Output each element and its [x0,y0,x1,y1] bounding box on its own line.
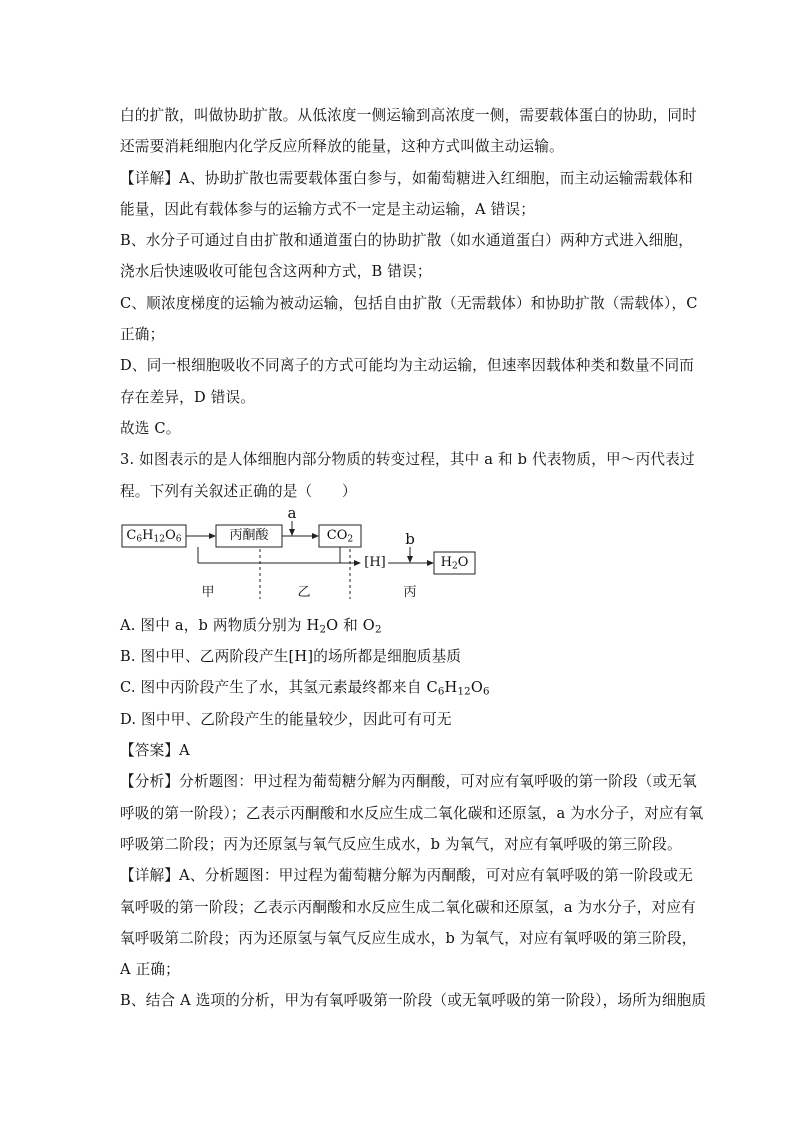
h2o-label: $H_2O$ [440,554,469,572]
stage-label-jia: 甲 [201,584,215,600]
text-line: 【详解】A、协助扩散也需要载体蛋白参与，如葡萄糖进入红细胞，而主动运输需载体和 [120,169,693,187]
text-line: 氧呼吸第二阶段；丙为还原氢与氧气反应生成水，b 为氧气，对应有氧呼吸的第三阶段， [120,929,697,947]
option-c: C. 图中丙阶段产生了水，其氢元素最终都来自 $C_6H_{12}O_6$ [120,679,490,698]
text-line: B、水分子可通过自由扩散和通道蛋白的协助扩散（如水通道蛋白）两种方式进入细胞， [120,232,694,250]
label-b: b [405,529,415,548]
text-line: 故选 C。 [120,419,181,437]
h-label: [H] [364,554,386,570]
text-line: 正确； [120,326,165,344]
text-line: C、顺浓度梯度的运输为被动运输，包括自由扩散（无需载体）和协助扩散（需载体），C [120,294,698,312]
option-d: D. 图中甲、乙阶段产生的能量较少，因此可有可无 [120,710,452,728]
text-line: 白的扩散，叫做协助扩散。从低浓度一侧运输到高浓度一侧，需要载体蛋白的协助，同时 [120,107,697,124]
text-column [120,100,707,1017]
text-line: 存在差异，D 错误。 [120,388,256,406]
text-line: 呼吸的第一阶段）；乙表示丙酮酸和水反应生成二氧化碳和还原氢，a 为水分子，对应有氧 [120,804,704,822]
stage-label-yi: 乙 [297,584,311,600]
text-line: 还需要消耗细胞内化学反应所释放的能量，这种方式叫做主动运输。 [120,138,564,156]
text-line: D、同一根细胞吸收不同离子的方式可能均为主动运输，但速率因载体种类和数量不同而 [120,357,695,375]
option-b: B. 图中甲、乙两阶段产生[H]的场所都是细胞质基质 [120,648,462,666]
question-stem-line: 程。下列有关叙述正确的是（ ） [120,482,357,500]
stage-label-bing: 丙 [403,584,417,600]
text-line: A 正确； [120,961,180,979]
pyruvate-label: 丙酮酸 [229,527,269,543]
option-a: A. 图中 a，b 两物质分别为 $H_2O$ 和 $O_2$ [120,616,382,636]
text-line: 氧呼吸的第一阶段；乙表示丙酮酸和水反应生成二氧化碳和还原氢，a 为水分子，对应有 [120,898,696,916]
text-line: B、结合 A 选项的分析，甲为有氧呼吸第一阶段（或无氧呼吸的第一阶段），场所为细胞质 [120,992,707,1010]
answer-line: 【答案】A [120,742,190,760]
text-line: 呼吸第二阶段；丙为还原氢与氧气反应生成水，b 为氧气，对应有氧呼吸的第三阶段。 [120,835,682,853]
co2-label: $CO_2$ [326,527,354,545]
label-a: a [287,503,297,522]
text-line: 能量，因此有载体参与的运输方式不一定是主动运输，A 错误； [120,200,536,218]
text-line: 【分析】分析题图：甲过程为葡萄糖分解为丙酮酸，可对应有氧呼吸的第一阶段（或无氧 [120,773,697,791]
text-line: 【详解】A、分析题图：甲过程为葡萄糖分解为丙酮酸，可对应有氧呼吸的第一阶段或无 [120,867,693,885]
question-stem-line: 3. 如图表示的是人体细胞内部分物质的转变过程，其中 a 和 b 代表物质，甲～丙代表过 [120,451,695,469]
glucose-label: $C_6H_{12}O_6$ [126,527,182,545]
text-line: 浇水后快速吸收可能包含这两种方式，B 错误； [120,263,432,281]
metabolism-diagram [120,503,680,604]
